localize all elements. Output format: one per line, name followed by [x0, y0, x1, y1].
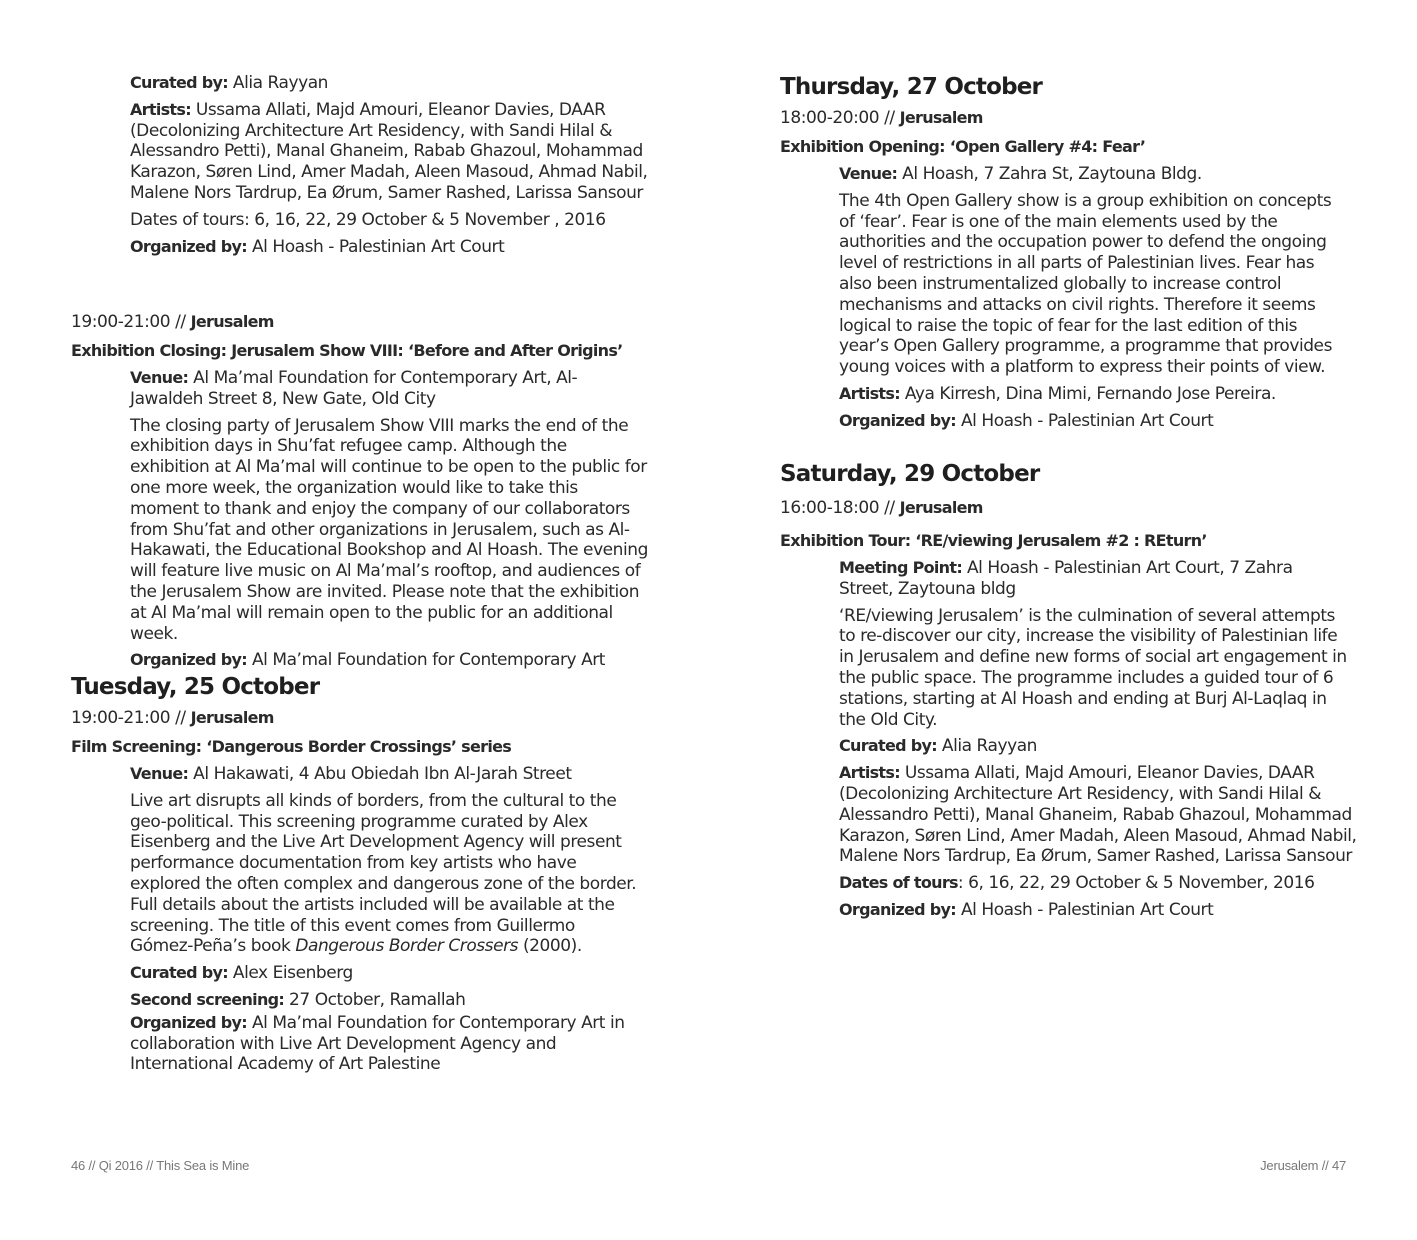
event-details [839, 558, 1360, 921]
event-description: The 4th Open Gallery show is a group exhibition on concepts of ‘fear’. Fear is one of the main elements used by the authorities and the occupation power to defend the ongoing level of restrictions in all parts of Palestinian lives. Fear has also been instrumentalized globally to increase control mechanisms and attacks on civil rights. Therefore it seems logical to raise the topic of fear for the last edition of this year’s Open Gallery programme, a programme that provides young voices with a platform to express their points of view. [839, 190, 1332, 378]
event-time: 18:00-20:00 // Jerusalem [780, 108, 983, 128]
curated-by-line: Curated by: Alia Rayyan [839, 736, 1038, 757]
event-description: ‘RE/viewing Jerusalem’ is the culmination of several attempts to re-discover our city, increase the visibility of Palestinian life in Jerusalem and define new forms of social art engagement in the public space. The programme includes a guided tour of 6 stations, starting at Al Hoash and ending at Burj Al-Laqlaq in the Old City. [839, 605, 1347, 730]
meeting-point-line: Meeting Point: Al Hoash - Palestinian Art Court, 7 Zahra Street, Zaytouna bldg [839, 558, 1293, 599]
second-screening-line: Second screening: 27 October, Ramallah [130, 989, 466, 1010]
organized-by-line: Organized by: Al Ma’mal Foundation for Contemporary Art [130, 650, 605, 671]
day-heading: Thursday, 27 October [780, 74, 1043, 100]
event-details [130, 368, 651, 671]
left-continuation-block [130, 73, 651, 257]
event-description: Live art disrupts all kinds of borders, from the cultural to the geo-political. This screening programme curated by Alex Eisenberg and the Live Art Development Agency will present performance documentation from key artists who have explored the often complex and dangerous zone of the border. Full details about the artists included will be available at the screening. The title of this event comes from Guillermo Gómez-Peña’s book Dangerous Border Crossers (2000). [130, 790, 637, 957]
day-heading: Saturday, 29 October [780, 461, 1040, 487]
curated-by-line: Curated by: Alia Rayyan [130, 73, 329, 93]
event-time: 19:00-21:00 // Jerusalem [71, 708, 274, 728]
dates-of-tours-line: Dates of tours: 6, 16, 22, 29 October & 5 November, 2016 [839, 873, 1315, 894]
dates-of-tours-line: Dates of tours: 6, 16, 22, 29 October & 5 November , 2016 [130, 209, 606, 230]
venue-line: Venue: Al Hakawati, 4 Abu Obiedah Ibn Al-Jarah Street [130, 764, 572, 784]
event-title: Exhibition Closing: Jerusalem Show VIII: ‘Before and After Origins’ [71, 341, 623, 360]
event-title: Exhibition Tour: ‘RE/viewing Jerusalem #2 : REturn’ [780, 531, 1207, 550]
venue-line: Venue: Al Hoash, 7 Zahra St, Zaytouna Bldg. [839, 164, 1202, 184]
organized-by-line: Organized by: Al Hoash - Palestinian Art Court [839, 899, 1214, 920]
organized-by-line: Organized by: Al Hoash - Palestinian Art Court [839, 410, 1214, 431]
curated-by-line: Curated by: Alex Eisenberg [130, 963, 353, 984]
day-heading: Tuesday, 25 October [71, 674, 320, 700]
event-description: The closing party of Jerusalem Show VIII marks the end of the exhibition days in Shu’fat refugee camp. Although the exhibition at Al Ma’mal will continue to be open to the public for one more week, the organization would like to take this moment to thank and enjoy the company of our collaborators from Shu’fat and other organizations in Jerusalem, such as Al-Hakawati, the Educational Bookshop and Al Hoash. The evening will feature live music on Al Ma’mal’s rooftop, and audiences of the Jerusalem Show are invited. Please note that the exhibition at Al Ma’mal will remain open to the public for an additional week. [130, 415, 648, 644]
event-details [130, 764, 651, 1075]
footer-page-number-left: 46 // Qi 2016 // This Sea is Mine [71, 1158, 250, 1173]
event-details [839, 164, 1360, 432]
event-title: Exhibition Opening: ‘Open Gallery #4: Fear’ [780, 137, 1146, 156]
artists-line: Artists: Ussama Allati, Majd Amouri, Eleanor Davies, DAAR (Decolonizing Architecture Art Residency, with Sandi Hilal & Alessandro Petti), Manal Ghaneim, Rabab Ghazoul, Mohammad Karazon, Søren Lind, Amer Madah, Aleen Masoud, Ahmad Nabil, Malene Nors Tardrup, Ea Ørum, Samer Rashed, Larissa Sansour [839, 763, 1357, 867]
artists-line: Artists: Aya Kirresh, Dina Mimi, Fernando Jose Pereira. [839, 383, 1276, 404]
organized-by-line: Organized by: Al Hoash - Palestinian Art Court [130, 236, 505, 257]
footer-page-number-right: Jerusalem // 47 [1260, 1158, 1346, 1173]
event-time: 19:00-21:00 // Jerusalem [71, 312, 274, 332]
venue-line: Venue: Al Ma’mal Foundation for Contemporary Art, Al-Jawaldeh Street 8, New Gate, Old City [130, 368, 578, 409]
organized-by-line: Organized by: Al Ma’mal Foundation for Contemporary Art in collaboration with Live Art Development Agency and International Academy of Art Palestine [130, 1012, 625, 1075]
event-time: 16:00-18:00 // Jerusalem [780, 498, 983, 518]
event-title: Film Screening: ‘Dangerous Border Crossings’ series [71, 737, 512, 756]
artists-line: Artists: Ussama Allati, Majd Amouri, Eleanor Davies, DAAR (Decolonizing Architecture Art Residency, with Sandi Hilal & Alessandro Petti), Manal Ghaneim, Rabab Ghazoul, Mohammad Karazon, Søren Lind, Amer Madah, Aleen Masoud, Ahmad Nabil, Malene Nors Tardrup, Ea Ørum, Samer Rashed, Larissa Sansour [130, 99, 648, 203]
